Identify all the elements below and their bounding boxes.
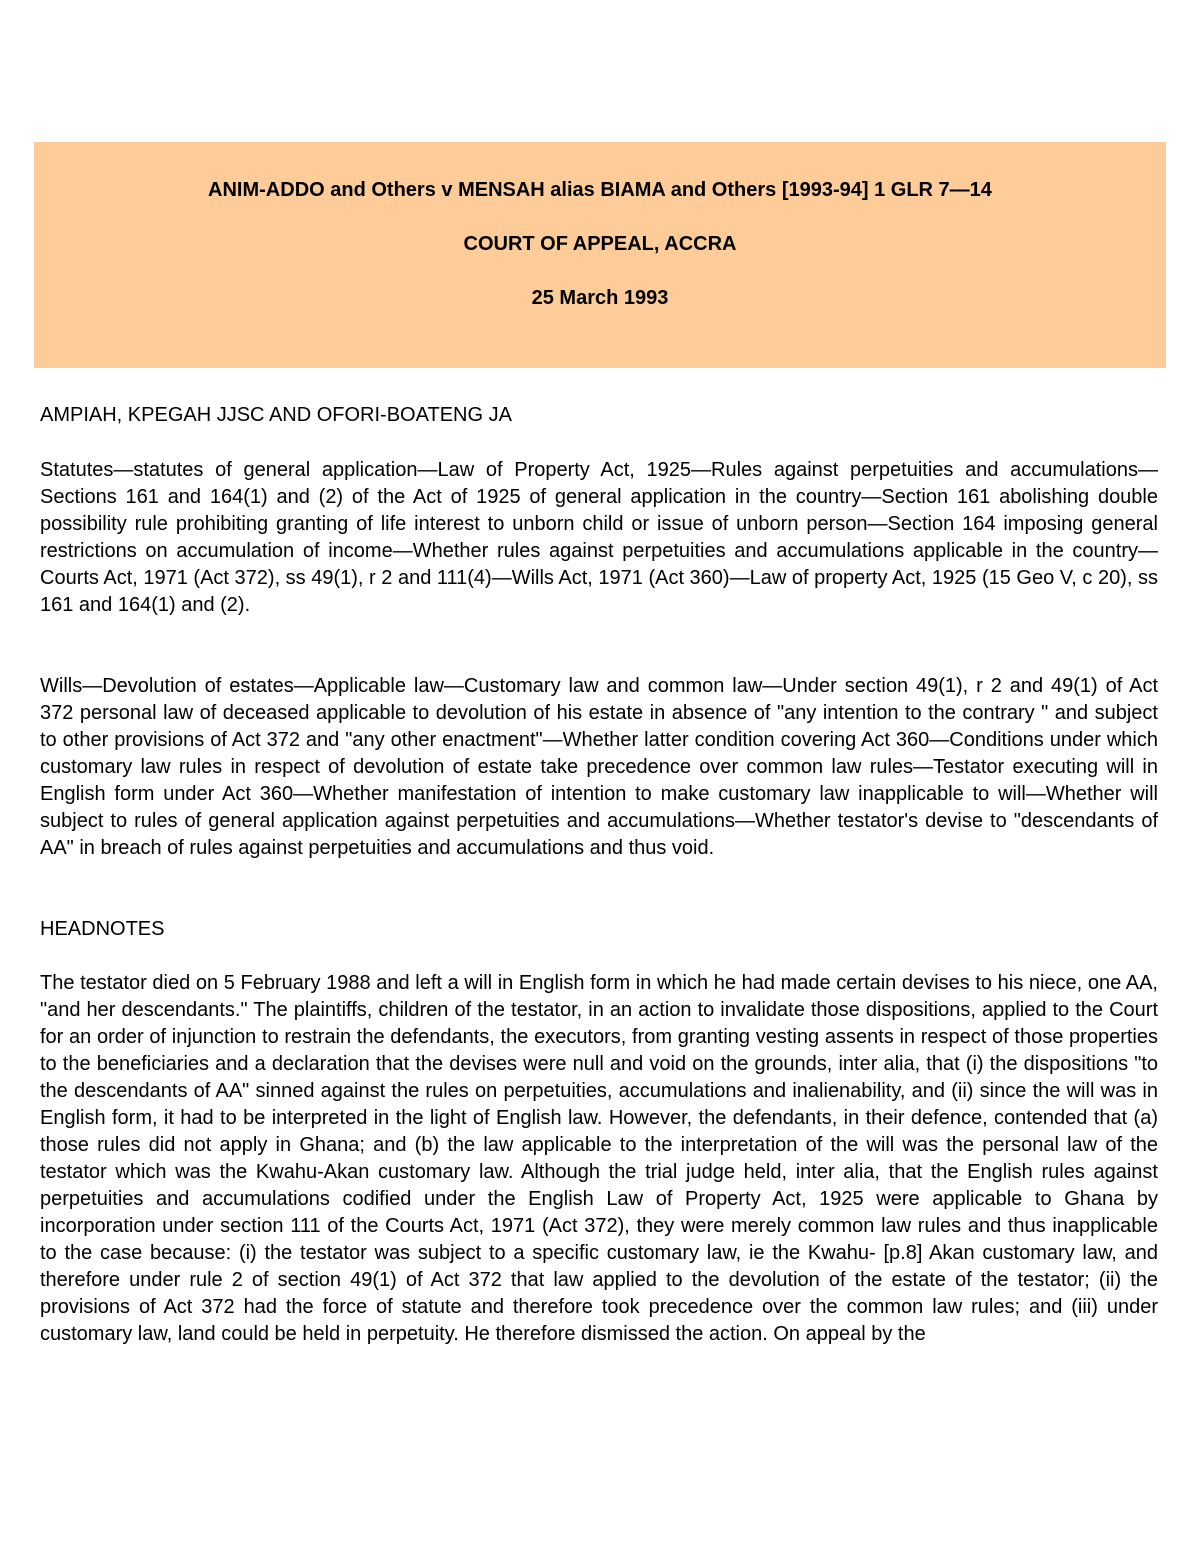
catchwords-wills-paragraph: Wills—Devolution of estates—Applicable law—Customary law and common law—Under section 49(1), r 2 and 49(1) of Act 372 personal law of deceased applicable to devolution of his estate in absence of "any intention to the contrary " and subject to other provisions of Act 372 and "any other enactment"—Whether latter condition covering Act 360—Conditions under which customary law rules in respect of devolution of estate take precedence over common law rules—Testator executing will in English form under Act 360—Whether manifestation of intention to make customary law inapplicable to will—Whether will subject to rules of general application against perpetuities and accumulations—Whether testator's devise to "descendants of AA" in breach of rules against perpetuities and accumulations and thus void. [40, 675, 1158, 859]
decision-date: 25 March 1993 [531, 287, 669, 309]
judges-line: AMPIAH, KPEGAH JJSC AND OFORI-BOATENG JA [40, 404, 512, 426]
headnotes-paragraph: The testator died on 5 February 1988 and left a will in English form in which he had made certain devises to his niece, one AA, "and her descendants." The plaintiffs, children of the testator, in an action to invalidate those dispositions, applied to the Court for an order of injunction to restrain the defendants, the executors, from granting vesting assents in respect of those properties to the beneficiaries and a declaration that the devises were null and void on the grounds, inter alia, that (i) the dispositions "to the descendants of AA" sinned against the rules on perpetuities, accumulations and inalienability, and (ii) since the will was in English form, it had to be interpreted in the light of English law. However, the defendants, in their defence, contended that (a) those rules did not apply in Ghana; and (b) the law applicable to the interpretation of the will was the personal law of the testator which was the Kwahu-Akan customary law. Although the trial judge held, inter alia, that the English rules against perpetuities and accumulations codified under the English Law of Property Act, 1925 were applicable to Ghana by incorporation under section 111 of the Courts Act, 1971 (Act 372), they were merely common law rules and thus inapplicable to the case because: (i) the testator was subject to a specific customary law, ie the Kwahu- [p.8] Akan customary law, and therefore under rule 2 of section 49(1) of Act 372 that law applied to the devolution of the estate of the testator; (ii) the provisions of Act 372 had the force of statute and therefore took precedence over the common law rules; and (iii) under customary law, land could be held in perpetuity. He therefore dismissed the action. On appeal by the [40, 972, 1158, 1345]
headnotes-heading: HEADNOTES [40, 918, 165, 940]
case-title: ANIM-ADDO and Others v MENSAH alias BIAMA and Others [1993-94] 1 GLR 7—14 [208, 179, 992, 201]
case-header-banner [34, 142, 1166, 368]
catchwords-statutes-paragraph: Statutes—statutes of general application—Law of Property Act, 1925—Rules against perpetuities and accumulations—Sections 161 and 164(1) and (2) of the Act of 1925 of general application in the country—Section 161 abolishing double possibility rule prohibiting granting of life interest to unborn child or issue of unborn person—Section 164 imposing general restrictions on accumulation of income—Whether rules against perpetuities and accumulations applicable in the country—Courts Act, 1971 (Act 372), ss 49(1), r 2 and 111(4)—Wills Act, 1971 (Act 360)—Law of property Act, 1925 (15 Geo V, c 20), ss 161 and 164(1) and (2). [40, 459, 1158, 616]
court-name: COURT OF APPEAL, ACCRA [463, 233, 737, 255]
